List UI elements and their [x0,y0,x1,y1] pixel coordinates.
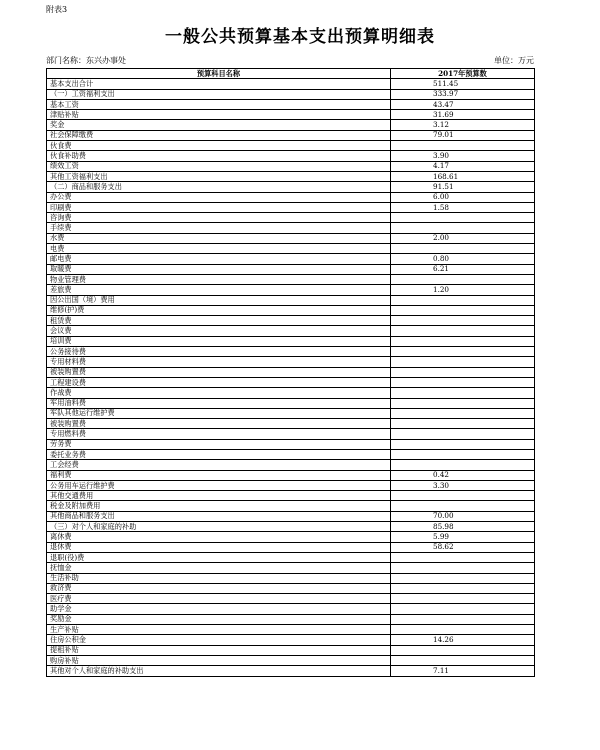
row-value: 1.58 [391,202,535,212]
table-row [47,182,535,192]
budget-table [46,68,535,677]
row-name: 培训费 [47,336,391,346]
table-row [47,367,535,377]
row-name: 因公出国（境）费用 [47,295,391,305]
table-row [47,645,535,655]
attachment-label: 附表3 [46,5,68,14]
row-value: 79.01 [391,130,535,140]
row-name: 伙食补助费 [47,151,391,161]
row-name: 公务用车运行维护费 [47,480,391,490]
table-row [47,130,535,140]
row-value: 14.26 [391,635,535,645]
row-name: 其他商品和服务支出 [47,511,391,521]
row-value [391,645,535,655]
table-header-row [47,69,535,79]
row-value [391,501,535,511]
row-name: 邮电费 [47,254,391,264]
table-row [47,511,535,521]
row-value [391,316,535,326]
table-row [47,419,535,429]
table-row [47,552,535,562]
table-row [47,295,535,305]
header-name: 预算科目名称 [47,69,391,79]
row-value [391,614,535,624]
row-value [391,604,535,614]
row-name: 绩效工资 [47,161,391,171]
row-value [391,429,535,439]
row-name: 军队其他运行维护费 [47,408,391,418]
unit-label: 单位：万元 [494,56,534,65]
row-value [391,295,535,305]
row-name: 被装购置费 [47,367,391,377]
row-value: 58.62 [391,542,535,552]
row-name: 生产补贴 [47,625,391,635]
row-name: 工程建设费 [47,377,391,387]
row-name: 离休费 [47,532,391,542]
row-value [391,244,535,254]
table-row [47,120,535,130]
table-row [47,614,535,624]
row-value: 0.80 [391,254,535,264]
row-value [391,583,535,593]
table-row [47,563,535,573]
row-name: 被装购置费 [47,419,391,429]
row-value [391,419,535,429]
row-name: 退职(役)费 [47,552,391,562]
row-value [391,449,535,459]
row-name: （二）商品和服务支出 [47,182,391,192]
row-name: 购房补贴 [47,655,391,665]
row-value [391,460,535,470]
table-row [47,336,535,346]
row-name: 基本支出合计 [47,79,391,89]
table-row [47,89,535,99]
row-name: 提租补贴 [47,645,391,655]
row-name: 取暖费 [47,264,391,274]
row-name: 福利费 [47,470,391,480]
table-row [47,285,535,295]
row-value: 0.42 [391,470,535,480]
row-name: 伙食费 [47,141,391,151]
row-name: 劳务费 [47,439,391,449]
page-title: 一般公共预算基本支出预算明细表 [165,27,435,47]
table-row [47,522,535,532]
table-row [47,192,535,202]
row-name: 印刷费 [47,202,391,212]
row-value [391,336,535,346]
row-value: 4.17 [391,161,535,171]
row-value: 5.99 [391,532,535,542]
row-name: 办公费 [47,192,391,202]
row-name: 奖励金 [47,614,391,624]
row-name: 生活补助 [47,573,391,583]
table-row [47,655,535,665]
department-label: 部门名称：东兴办事处 [46,56,126,65]
table-row [47,264,535,274]
row-value: 91.51 [391,182,535,192]
row-name: 其他交通费用 [47,491,391,501]
row-value: 6.00 [391,192,535,202]
row-name: （三）对个人和家庭的补助 [47,522,391,532]
table-row [47,429,535,439]
row-name: 电费 [47,244,391,254]
table-row [47,388,535,398]
row-value: 3.12 [391,120,535,130]
row-name: 公务接待费 [47,347,391,357]
table-row [47,501,535,511]
row-value [391,357,535,367]
table-row [47,480,535,490]
row-value [391,377,535,387]
row-value: 6.21 [391,264,535,274]
header-value: 2017年预算数 [391,69,535,79]
row-value [391,408,535,418]
table-row [47,110,535,120]
row-name: 基本工资 [47,99,391,109]
row-value [391,625,535,635]
row-value [391,439,535,449]
row-name: 工会经费 [47,460,391,470]
row-name: 助学金 [47,604,391,614]
table-row [47,244,535,254]
table-row [47,408,535,418]
table-row [47,460,535,470]
row-name: 医疗费 [47,594,391,604]
row-value [391,274,535,284]
row-value [391,594,535,604]
row-value: 511.45 [391,79,535,89]
row-name: 手续费 [47,223,391,233]
table-row [47,254,535,264]
row-name: 委托业务费 [47,449,391,459]
table-row [47,542,535,552]
row-value [391,367,535,377]
row-name: 税金及附加费用 [47,501,391,511]
row-value [391,552,535,562]
row-name: 差旅费 [47,285,391,295]
table-row [47,161,535,171]
row-name: 水费 [47,233,391,243]
table-row [47,79,535,89]
row-name: 抚恤金 [47,563,391,573]
row-value: 31.69 [391,110,535,120]
table-row [47,470,535,480]
row-name: 物业管理费 [47,274,391,284]
table-row [47,202,535,212]
table-row [47,377,535,387]
table-row [47,449,535,459]
row-value: 3.30 [391,480,535,490]
row-value [391,141,535,151]
row-value: 168.61 [391,171,535,181]
row-name: 专用燃料费 [47,429,391,439]
table-row [47,316,535,326]
table-row [47,223,535,233]
row-value [391,491,535,501]
row-value [391,563,535,573]
row-name: 咨询费 [47,213,391,223]
row-value [391,347,535,357]
row-value [391,213,535,223]
table-row [47,398,535,408]
table-row [47,594,535,604]
row-value: 2.00 [391,233,535,243]
row-value [391,305,535,315]
row-value [391,326,535,336]
row-value: 85.98 [391,522,535,532]
row-name: 专用材料费 [47,357,391,367]
table-row [47,532,535,542]
table-row [47,625,535,635]
row-value: 70.00 [391,511,535,521]
row-name: 救济费 [47,583,391,593]
row-name: 住房公积金 [47,635,391,645]
row-value [391,655,535,665]
row-name: 退休费 [47,542,391,552]
row-value [391,223,535,233]
table-row [47,573,535,583]
table-row [47,274,535,284]
table-row [47,347,535,357]
table-row [47,233,535,243]
row-name: 津贴补贴 [47,110,391,120]
row-name: 其他对个人和家庭的补助支出 [47,666,391,676]
row-name: 军用油料费 [47,398,391,408]
row-name: 租赁费 [47,316,391,326]
row-value: 333.97 [391,89,535,99]
row-value [391,573,535,583]
row-value: 43.47 [391,99,535,109]
table-row [47,439,535,449]
table-row [47,305,535,315]
row-name: 作战费 [47,388,391,398]
table-row [47,213,535,223]
table-row [47,635,535,645]
row-name: 维修(护)费 [47,305,391,315]
table-row [47,666,535,676]
table-row [47,151,535,161]
row-value [391,388,535,398]
table-row [47,141,535,151]
table-row [47,604,535,614]
row-value: 3.90 [391,151,535,161]
row-value [391,398,535,408]
row-value: 7.11 [391,666,535,676]
table-body [47,79,535,676]
row-name: 奖金 [47,120,391,130]
table-row [47,491,535,501]
table-row [47,357,535,367]
row-value: 1.20 [391,285,535,295]
table-row [47,583,535,593]
table-row [47,171,535,181]
row-name: 其他工资福利支出 [47,171,391,181]
row-name: 会议费 [47,326,391,336]
table-row [47,326,535,336]
table-row [47,99,535,109]
row-name: （一）工资福利支出 [47,89,391,99]
row-name: 社会保障缴费 [47,130,391,140]
